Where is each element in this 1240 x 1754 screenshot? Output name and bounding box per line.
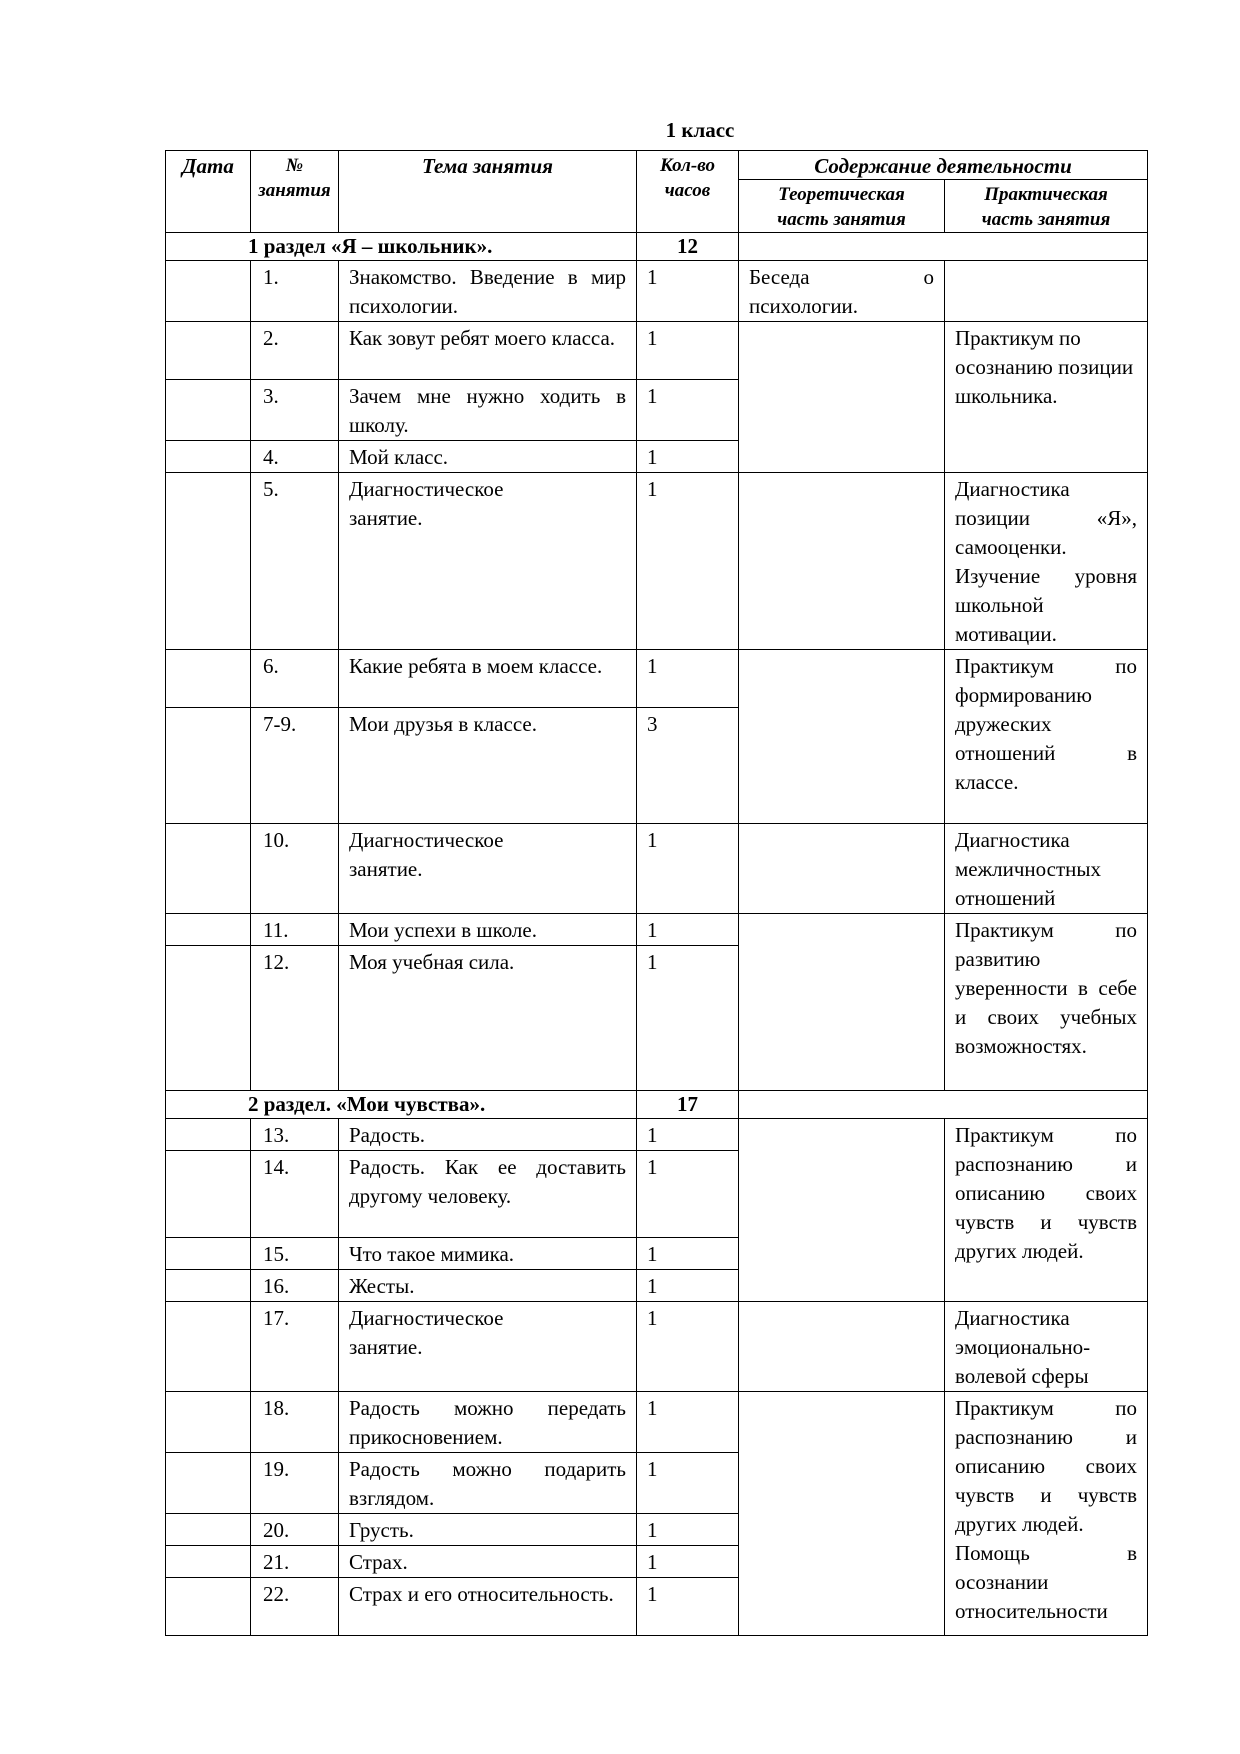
table-row [166,261,1148,322]
date-cell [166,1238,251,1270]
table-row [166,1392,1148,1453]
section-row-2 [166,1091,1148,1119]
date-cell [166,380,251,441]
date-cell [166,1392,251,1453]
row-topic: Моя учебная сила. [339,946,637,1091]
date-cell [166,1119,251,1151]
header-theory-line2: часть занятия [777,209,906,230]
practice-cell [945,261,1148,322]
header-hours [637,151,739,233]
practice-cell: Диагностика межличностных отношений [945,824,1148,914]
header-date: Дата [166,151,251,233]
row-number: 14. [251,1151,339,1238]
row-hours: 1 [637,650,739,708]
row-topic: Мои успехи в школе. [339,914,637,946]
row-hours: 1 [637,1546,739,1578]
row-number: 10. [251,824,339,914]
practice-cell: Диагностика эмоционально-волевой сферы [945,1302,1148,1392]
row-hours: 1 [637,1119,739,1151]
row-topic: Зачем мне нужно ходить в школу. [339,380,637,441]
date-cell [166,650,251,708]
row-topic: Диагностическое занятие. [339,1302,637,1392]
row-hours: 1 [637,322,739,380]
schedule-table [165,150,1148,1636]
practice-cell: Диагностика позиции «Я», самооценки. Изучение уровня школьной мотивации. [945,473,1148,650]
theory-cell [739,1302,945,1392]
row-topic: Диагностическое занятие. [339,824,637,914]
row-topic: Радость. Как ее доставить другому человеку. [339,1151,637,1238]
table-row [166,1119,1148,1151]
row-number: 21. [251,1546,339,1578]
row-hours: 1 [637,1514,739,1546]
date-cell [166,914,251,946]
date-cell [166,1546,251,1578]
row-hours: 1 [637,946,739,1091]
row-topic: Страх. [339,1546,637,1578]
practice-text: Помощь в осознании относительности [955,1541,1137,1623]
header-number-line1: № [285,155,304,176]
row-topic: Как зовут ребят моего класса. [339,322,637,380]
date-cell [166,473,251,650]
header-practice [945,180,1148,233]
date-cell [166,1302,251,1392]
date-cell [166,1151,251,1238]
row-hours: 1 [637,261,739,322]
row-number: 11. [251,914,339,946]
date-cell [166,1514,251,1546]
row-number: 7-9. [251,708,339,824]
theory-cell [739,1392,945,1636]
date-cell [166,708,251,824]
row-topic: Радость можно подарить взглядом. [339,1453,637,1514]
row-number: 2. [251,322,339,380]
table-row [166,322,1148,380]
header-theory-line1: Теоретическая [778,184,905,205]
table-row [166,824,1148,914]
row-number: 5. [251,473,339,650]
theory-cell [739,322,945,473]
header-content: Содержание деятельности [739,151,1148,180]
theory-cell [739,650,945,824]
row-hours: 1 [637,1238,739,1270]
row-hours: 1 [637,441,739,473]
date-cell [166,824,251,914]
practice-cell [945,1392,1148,1636]
row-number: 4. [251,441,339,473]
row-hours: 1 [637,1392,739,1453]
date-cell [166,1578,251,1636]
practice-cell: Практикум по распознанию и описанию своих чувств и чувств других людей. [945,1119,1148,1302]
header-number-line2: занятия [258,180,331,201]
row-topic: Радость можно передать прикосновением. [339,1392,637,1453]
section-2-hours: 17 [637,1091,739,1119]
row-hours: 1 [637,824,739,914]
table-row [166,1302,1148,1392]
row-hours: 1 [637,1302,739,1392]
row-number: 1. [251,261,339,322]
page-title: 1 класс [665,118,735,142]
row-number: 19. [251,1453,339,1514]
section-2-empty [739,1091,1148,1119]
row-topic: Какие ребята в моем классе. [339,650,637,708]
row-hours: 1 [637,1578,739,1636]
row-hours: 1 [637,1270,739,1302]
row-hours: 1 [637,914,739,946]
row-number: 18. [251,1392,339,1453]
header-practice-line2: часть занятия [981,209,1111,230]
practice-text: Практикум по распознанию и описанию своих чувств и чувств других людей. [955,1396,1137,1536]
row-hours: 3 [637,708,739,824]
table-row [166,914,1148,946]
row-number: 3. [251,380,339,441]
row-hours: 1 [637,473,739,650]
row-hours: 1 [637,1151,739,1238]
row-hours: 1 [637,380,739,441]
date-cell [166,946,251,1091]
table-row [166,473,1148,650]
row-number: 20. [251,1514,339,1546]
theory-cell [739,1119,945,1302]
date-cell [166,322,251,380]
date-cell [166,1270,251,1302]
header-topic: Тема занятия [339,151,637,233]
theory-cell [739,914,945,1091]
header-hours-line2: часов [664,180,711,201]
section-2-label: 2 раздел. «Мои чувства». [166,1091,637,1119]
row-topic: Мои друзья в классе. [339,708,637,824]
section-1-empty [739,233,1148,261]
row-number: 13. [251,1119,339,1151]
theory-cell [739,473,945,650]
header-hours-line1: Кол-во [659,155,715,176]
row-number: 12. [251,946,339,1091]
practice-cell: Практикум по развитию уверенности в себе и своих учебных возможностях. [945,914,1148,1091]
row-topic: Диагностическое занятие. [339,473,637,650]
row-topic: Мой класс. [339,441,637,473]
row-hours: 1 [637,1453,739,1514]
row-topic: Жесты. [339,1270,637,1302]
row-number: 17. [251,1302,339,1392]
row-topic: Знакомство. Введение в мир психологии. [339,261,637,322]
theory-cell: Беседа о психологии. [739,261,945,322]
header-theory [739,180,945,233]
row-topic: Радость. [339,1119,637,1151]
row-number: 16. [251,1270,339,1302]
date-cell [166,441,251,473]
theory-cell [739,824,945,914]
header-practice-line1: Практическая [984,184,1108,205]
row-number: 22. [251,1578,339,1636]
row-topic: Страх и его относительность. [339,1578,637,1636]
table-header-row [166,151,1148,180]
date-cell [166,1453,251,1514]
row-number: 15. [251,1238,339,1270]
section-1-label: 1 раздел «Я – школьник». [166,233,637,261]
row-topic: Что такое мимика. [339,1238,637,1270]
date-cell [166,261,251,322]
practice-cell: Практикум по осознанию позиции школьника. [945,322,1148,473]
row-topic: Грусть. [339,1514,637,1546]
header-number [251,151,339,233]
section-1-hours: 12 [637,233,739,261]
table-row [166,650,1148,708]
row-number: 6. [251,650,339,708]
section-row-1 [166,233,1148,261]
practice-cell: Практикум по формированию дружеских отношений в классе. [945,650,1148,824]
